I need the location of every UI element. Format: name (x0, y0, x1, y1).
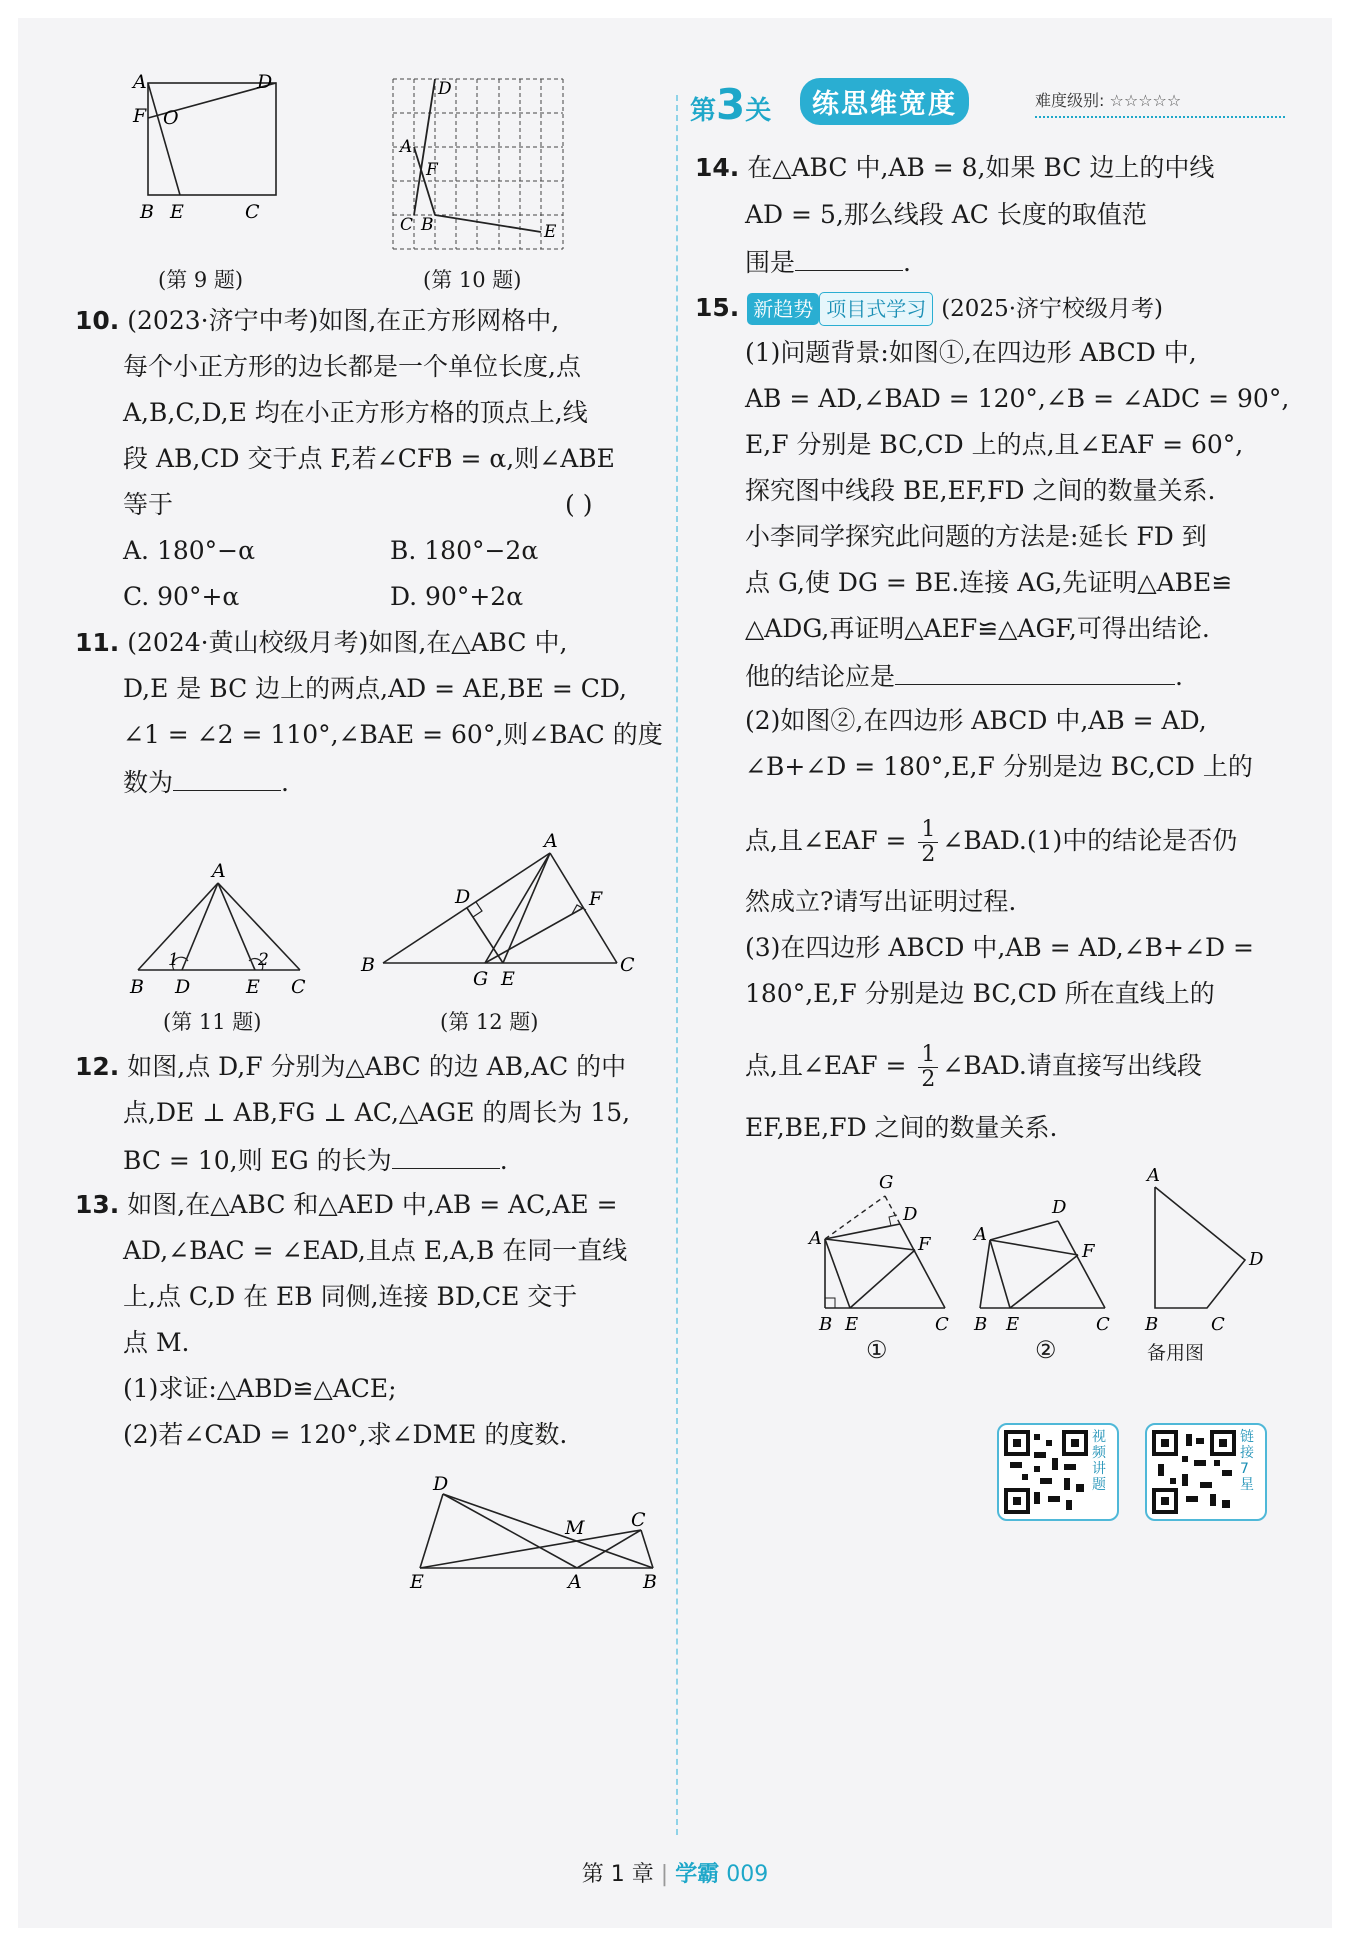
q10-option-b[interactable]: B. 180°−2α (390, 536, 539, 565)
q15-line11: 点,且∠EAF = $\frac{1}{2}$ ∠BAD.(1)中的结论是否仍 (745, 817, 1238, 867)
qr-video-label: 视频讲题 (1092, 1429, 1106, 1493)
q11-number: 11. (75, 628, 120, 657)
q13-line4: 点 M. (123, 1328, 190, 1357)
q13-part2: (2)若∠CAD = 120°,求∠DME 的度数. (123, 1420, 568, 1449)
svg-text:C: C (245, 201, 260, 223)
q10-option-a[interactable]: A. 180°−α (123, 536, 255, 565)
q15-line4: 探究图中线段 BE,EF,FD 之间的数量关系. (745, 476, 1216, 505)
q11-line1: 11. (2024·黄山校级月考)如图,在△ABC 中, (75, 628, 568, 657)
svg-text:F: F (589, 888, 603, 910)
q11-line2: D,E 是 BC 边上的两点,AD = AE,BE = CD, (123, 674, 627, 703)
q15-line2: AB = AD,∠BAD = 120°,∠B = ∠ADC = 90°, (745, 384, 1290, 413)
q15-line16: EF,BE,FD 之间的数量关系. (745, 1113, 1058, 1142)
q15-line15: 点,且∠EAF = $\frac{1}{2}$ ∠BAD.请直接写出线段 (745, 1042, 1202, 1092)
svg-text:B: B (1145, 1314, 1159, 1335)
q15-line13: (3)在四边形 ABCD 中,AB = AD,∠B+∠D = (745, 933, 1254, 962)
svg-text:E: E (501, 968, 515, 990)
header-arrow-line (1035, 116, 1285, 118)
q14-line2: AD = 5,那么线段 AC 长度的取值范 (745, 200, 1147, 229)
q12-line3: BC = 10,则 EG 的长为 . (123, 1146, 508, 1175)
q14-line1: 14. 在△ABC 中,AB = 8,如果 BC 边上的中线 (695, 153, 1215, 182)
q12-number: 12. (75, 1052, 120, 1081)
stage-label: 第3关 (690, 80, 772, 129)
q14-number: 14. (695, 153, 740, 182)
svg-text:D: D (1052, 1197, 1067, 1218)
q15-line5: 小李同学探究此问题的方法是:延长 FD 到 (745, 522, 1207, 551)
svg-text:A: A (1147, 1165, 1160, 1186)
svg-text:C: C (1211, 1314, 1225, 1335)
svg-text:A: A (212, 860, 226, 882)
q11-line3: ∠1 = ∠2 = 110°,∠BAE = 60°,则∠BAC 的度 (123, 720, 663, 749)
svg-text:E: E (544, 222, 557, 242)
q10-line2: 每个小正方形的边长都是一个单位长度,点 (123, 352, 581, 381)
caption-fig1: ① (866, 1336, 888, 1364)
q15-line10: ∠B+∠D = 180°,E,F 分别是边 BC,CD 上的 (745, 752, 1253, 781)
svg-text:D: D (903, 1204, 918, 1225)
svg-text:A: A (568, 1571, 582, 1593)
caption-fig2: ② (1035, 1336, 1057, 1364)
q15-line9: (2)如图②,在四边形 ABCD 中,AB = AD, (745, 706, 1207, 735)
q14-answer-blank[interactable] (795, 246, 903, 271)
q10-line4: 段 AB,CD 交于点 F,若∠CFB = α,则∠ABE (123, 444, 615, 473)
q11-answer-blank[interactable] (173, 766, 281, 791)
q10-line1: 10. (2023·济宁中考)如图,在正方形网格中, (75, 306, 560, 335)
footer-chapter: 第 1 章 (581, 1862, 654, 1887)
figure-q10 (388, 74, 572, 260)
svg-text:D: D (438, 79, 452, 99)
q10-line5: 等于 (123, 490, 174, 519)
svg-text:B: B (361, 954, 375, 976)
q15-line12: 然成立?请写出证明过程. (745, 887, 1017, 916)
svg-text:B: B (974, 1314, 988, 1335)
q15-line7: △ADG,再证明△AEF≌△AGF,可得出结论. (745, 614, 1210, 643)
q15-line3: E,F 分别是 BC,CD 上的点,且∠EAF = 60°, (745, 430, 1244, 459)
svg-text:G: G (879, 1172, 894, 1193)
q13-number: 13. (75, 1190, 120, 1219)
svg-text:A: A (133, 71, 147, 93)
q13-line3: 上,点 C,D 在 EB 同侧,连接 BD,CE 交于 (123, 1282, 578, 1311)
qr-code-icon (1004, 1430, 1088, 1514)
footer-page-number: 009 (726, 1862, 769, 1887)
q15-line1: (1)问题背景:如图①,在四边形 ABCD 中, (745, 338, 1197, 367)
svg-text:A: A (544, 830, 558, 852)
svg-text:C: C (620, 954, 635, 976)
q13-line2: AD,∠BAC = ∠EAD,且点 E,A,B 在同一直线 (123, 1236, 628, 1265)
svg-text:C: C (291, 976, 306, 995)
footer-brand: 学霸 (675, 1862, 720, 1887)
q12-line2: 点,DE ⊥ AB,FG ⊥ AC,△AGE 的周长为 15, (123, 1098, 631, 1127)
svg-text:1: 1 (168, 950, 179, 970)
svg-text:F: F (918, 1234, 931, 1255)
difficulty-label: 难度级别: ☆☆☆☆☆ (1035, 91, 1182, 110)
svg-text:F: F (1082, 1241, 1095, 1262)
caption-q11: (第 11 题) (163, 1010, 262, 1034)
svg-text:M: M (565, 1517, 585, 1539)
difficulty-stars-icon: ☆☆☆☆☆ (1109, 91, 1182, 110)
q15-number: 15. (695, 293, 740, 322)
svg-text:C: C (1096, 1314, 1110, 1335)
svg-text:A: A (400, 137, 413, 157)
svg-text:F: F (133, 105, 147, 127)
svg-text:B: B (643, 1571, 657, 1593)
q15-line6: 点 G,使 DG = BE.连接 AG,先证明△ABE≌ (745, 568, 1233, 597)
q10-line3: A,B,C,D,E 均在小正方形方格的顶点上,线 (123, 398, 588, 427)
q15-line8: 他的结论应是 . (745, 662, 1183, 691)
q14-line3: 围是 . (745, 248, 911, 277)
q12-answer-blank[interactable] (392, 1144, 500, 1169)
svg-text:G: G (473, 968, 489, 990)
q10-option-c[interactable]: C. 90°+α (123, 582, 240, 611)
svg-text:2: 2 (258, 950, 269, 970)
svg-text:E: E (246, 976, 260, 995)
section-header (690, 76, 1290, 136)
svg-text:E: E (1006, 1314, 1020, 1335)
project-learning-tag: 项目式学习 (819, 292, 933, 326)
caption-q10: (第 10 题) (423, 268, 522, 292)
svg-text:D: D (257, 71, 273, 93)
svg-text:A: A (809, 1228, 822, 1249)
page-footer: 第 1 章 | 学霸 009 (581, 1862, 769, 1887)
svg-text:D: D (455, 886, 471, 908)
caption-q9: (第 9 题) (158, 268, 244, 292)
svg-text:D: D (1249, 1249, 1264, 1270)
qr-link-card[interactable] (1145, 1423, 1267, 1521)
svg-text:E: E (170, 201, 184, 223)
svg-text:E: E (845, 1314, 859, 1335)
svg-text:A: A (974, 1224, 987, 1245)
svg-text:C: C (935, 1314, 949, 1335)
new-trend-tag: 新趋势 (747, 293, 819, 325)
figure-q15-2 (970, 1185, 1120, 1335)
qr-code-icon (1152, 1430, 1236, 1514)
q13-line1: 13. 如图,在△ABC 和△AED 中,AB = AC,AE = (75, 1190, 618, 1219)
figure-q11 (128, 855, 314, 995)
q15-header: 15. 新趋势 项目式学习 (2025·济宁校级月考) (695, 292, 1163, 326)
svg-text:O: O (163, 107, 179, 129)
svg-text:C: C (631, 1509, 646, 1531)
fraction-half-2: $\frac{1}{2}$ (918, 1043, 938, 1092)
section-title: 练思维宽度 (800, 78, 969, 125)
q15-line14: 180°,E,F 分别是边 BC,CD 所在直线上的 (745, 979, 1215, 1008)
qr-link-label: 链接7星 (1240, 1429, 1254, 1493)
qr-video-card[interactable] (997, 1423, 1119, 1521)
figure-q13 (405, 1470, 675, 1595)
caption-spare: 备用图 (1147, 1342, 1205, 1364)
q11-line4: 数为 . (123, 768, 289, 797)
q13-part1: (1)求证:△ABD≌△ACE; (123, 1374, 397, 1403)
q10-answer-paren: ( ) (565, 490, 593, 519)
q10-option-d[interactable]: D. 90°+2α (390, 582, 524, 611)
q15-answer-blank[interactable] (895, 660, 1175, 685)
svg-text:D: D (433, 1473, 449, 1495)
svg-text:B: B (130, 976, 144, 995)
svg-text:B: B (140, 201, 154, 223)
svg-text:C: C (400, 215, 414, 235)
q12-line1: 12. 如图,点 D,F 分别为△ABC 的边 AB,AC 的中 (75, 1052, 627, 1081)
figure-q15-spare (1135, 1165, 1275, 1340)
svg-text:E: E (410, 1571, 424, 1593)
column-divider (676, 95, 678, 1835)
svg-text:B: B (421, 215, 434, 235)
fraction-half: $\frac{1}{2}$ (918, 818, 938, 867)
svg-text:B: B (819, 1314, 833, 1335)
figure-q15-1 (805, 1158, 955, 1338)
figure-q12 (355, 825, 645, 997)
svg-text:D: D (175, 976, 191, 995)
svg-text:F: F (426, 160, 438, 180)
caption-q12: (第 12 题) (440, 1010, 539, 1034)
figure-q9 (125, 68, 285, 258)
q10-number: 10. (75, 306, 120, 335)
